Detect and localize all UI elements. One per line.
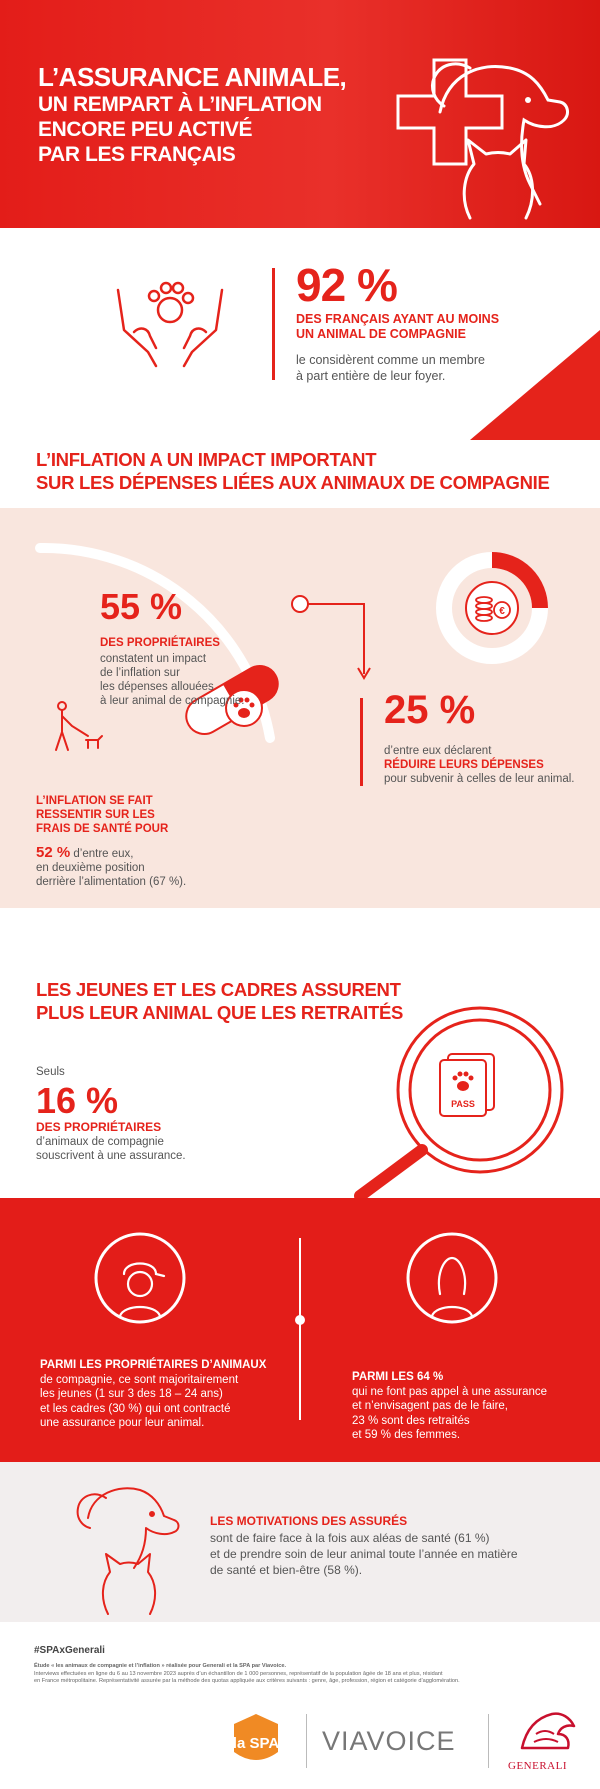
- magnifier-passport-icon: [330, 990, 590, 1200]
- inflation-health-label: [36, 794, 206, 836]
- text-line: les jeunes (1 sur 3 des 18 – 24 ans): [40, 1388, 223, 1400]
- woman-icon: [408, 1234, 496, 1322]
- study-title: Étude « les animaux de compagnie et l’inflation » réalisée pour Generali et la SPA par Viavoice.: [34, 1663, 287, 1669]
- motivations-text: [210, 1530, 580, 1578]
- hands-paw-icon: [110, 270, 230, 370]
- spa-logo-text: la SPA: [232, 1735, 280, 1752]
- text-line: souscrivent à une assurance.: [36, 1150, 186, 1162]
- text-line: et les cadres (30 %) qui ont contracté: [40, 1402, 231, 1415]
- heading-line: L’INFLATION A UN IMPACT IMPORTANT: [36, 449, 377, 470]
- label-line: FRAIS DE SANTÉ POUR: [36, 823, 169, 835]
- text-line: à part entière de leur foyer.: [296, 369, 446, 383]
- logo-separator: [488, 1714, 489, 1768]
- person-walking-dog-icon: [56, 702, 102, 750]
- non-insured-text: [352, 1370, 577, 1443]
- text-line: de compagnie, ce sont majoritairement: [40, 1373, 239, 1386]
- heading-line: LES JEUNES ET LES CADRES ASSURENT: [36, 979, 401, 1000]
- text-line: une assurance pour leur animal.: [40, 1417, 205, 1429]
- page-title: [38, 62, 368, 167]
- dog-cat-outline-icon: [68, 1478, 188, 1618]
- young-owners-text: [40, 1358, 280, 1431]
- stat-16: 16 %: [36, 1080, 119, 1121]
- stat-92: 92 %: [296, 259, 397, 311]
- title-line-2: UN REMPART À L’INFLATION: [38, 93, 322, 116]
- text-line: et de prendre soin de leur animal toute l’année en matière: [210, 1547, 518, 1561]
- stat-16-label: DES PROPRIÉTAIRES: [36, 1120, 162, 1134]
- section-heading-inflation: [36, 448, 576, 494]
- text-line: et n’envisagent pas de le faire,: [352, 1400, 508, 1412]
- text-line: les dépenses allouées: [100, 681, 214, 693]
- medical-cross-icon: [398, 60, 502, 164]
- text-line: qui ne font pas appel à une assurance: [352, 1385, 548, 1398]
- text-line: à leur animal de compagnie.: [100, 695, 245, 707]
- divider-bar: [272, 268, 275, 380]
- stat-25-text: d’entre eux déclarent: [384, 745, 492, 757]
- logo-separator: [306, 1714, 307, 1768]
- study-notes: [34, 1663, 574, 1686]
- text-line: de santé et bien-être (58 %).: [210, 1563, 363, 1577]
- heading-line: SUR LES DÉPENSES LIÉES AUX ANIMAUX DE COMPAGNIE: [36, 472, 550, 493]
- label-line: RESSENTIR SUR LES: [36, 809, 155, 821]
- text-line: PARMI LES 64 %: [352, 1371, 444, 1383]
- text-line: PARMI LES PROPRIÉTAIRES D’ANIMAUX: [40, 1359, 267, 1371]
- stat-55-text: [100, 652, 270, 708]
- hashtag: #SPAxGenerali: [34, 1645, 105, 1656]
- viavoice-logo: VIAVOICE: [322, 1726, 456, 1756]
- generali-lion-icon: [512, 1704, 582, 1754]
- pass-label: PASS: [451, 1099, 475, 1109]
- title-line-4: PAR LES FRANÇAIS: [38, 143, 236, 166]
- young-person-icon: [96, 1234, 184, 1322]
- euro-symbol: €: [499, 606, 505, 617]
- text-line: constatent un impact: [100, 653, 207, 665]
- dog-head-icon: [440, 67, 567, 204]
- stat-55-label: DES PROPRIÉTAIRES: [100, 637, 220, 649]
- stat-16-text: [36, 1135, 216, 1163]
- title-line-3: ENCORE PEU ACTIVÉ: [38, 118, 253, 141]
- text-line: derrière l’alimentation (67 %).: [36, 876, 187, 888]
- corner-red-shape: [470, 330, 600, 440]
- motivations-label: LES MOTIVATIONS DES ASSURÉS: [210, 1514, 408, 1528]
- stat-25-label: RÉDUIRE LEURS DÉPENSES: [384, 759, 544, 771]
- stat-52: 52 %: [36, 844, 71, 861]
- label-line: UN ANIMAL DE COMPAGNIE: [296, 327, 466, 341]
- title-line-1: L’ASSURANCE ANIMALE,: [38, 62, 347, 92]
- text-line: et 59 % des femmes.: [352, 1429, 461, 1441]
- spa-logo: [228, 1712, 284, 1768]
- stat-55: 55 %: [100, 586, 183, 627]
- label-line: DES FRANÇAIS AYANT AU MOINS: [296, 312, 500, 326]
- text-line: sont de faire face à la fois aux aléas de santé (61 %): [210, 1531, 490, 1545]
- text-line: 23 % sont des retraités: [352, 1414, 470, 1427]
- text-line: d’entre eux,: [70, 848, 134, 860]
- seuls-text: Seuls: [36, 1066, 65, 1078]
- text-line: le considèrent comme un membre: [296, 353, 485, 367]
- stat-25: 25 %: [384, 688, 476, 732]
- study-line: Interviews effectuées en ligne du 6 au 13 novembre 2023 auprès d’un échantillon de 1 000 personnes, représentatif de la population âgée de 18 ans et plus, résidant: [34, 1670, 443, 1677]
- text-line: d’animaux de compagnie: [36, 1136, 164, 1148]
- text-line: en deuxième position: [36, 862, 145, 874]
- generali-logo-text: GENERALI: [508, 1760, 567, 1772]
- study-line: en France métropolitaine. Représentativité assurée par la méthode des quotas appliquée aux critères suivants : genre, âge, profession, région et catégorie d’agglomération.: [34, 1678, 460, 1684]
- label-line: L’INFLATION SE FAIT: [36, 795, 153, 807]
- text-line: de l’inflation sur: [100, 667, 180, 679]
- stat-52-block: [36, 846, 226, 889]
- divider-bar: [360, 698, 363, 786]
- heading-line: PLUS LEUR ANIMAL QUE LES RETRAITÉS: [36, 1002, 404, 1023]
- stat-25-text-2: pour subvenir à celles de leur animal.: [384, 773, 575, 785]
